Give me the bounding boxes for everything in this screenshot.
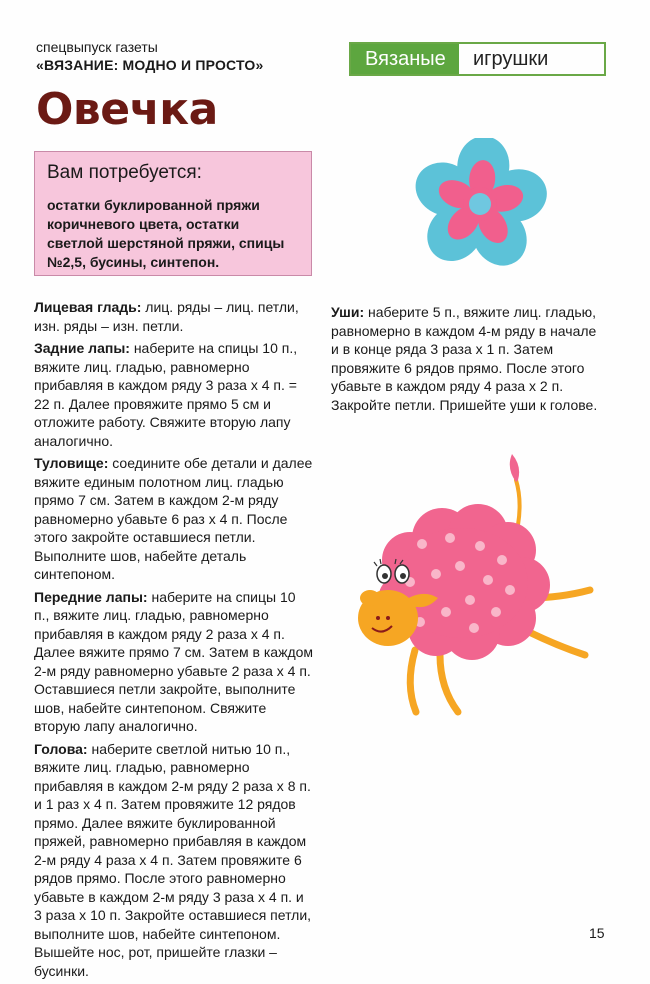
category-label: [349, 42, 606, 76]
section-front-legs: [34, 588, 314, 736]
section-body: [34, 454, 314, 584]
category-label-right: игрушки: [473, 47, 549, 70]
section-heading: Уши:: [331, 304, 365, 320]
page-number: 15: [589, 925, 605, 941]
page-title: Овечка: [36, 84, 218, 135]
section-text: наберите 5 п., вяжите лиц. гладью, равномерно в каждом 4-м ряду в начале и в конце ряда 3 раза х 1 п. Затем провяжите 6 рядов прямо. После этого убавьте в каждом ряду 4 раза х 2 п. Закройте петли. Пришейте уши к голове.: [331, 304, 598, 413]
section-heading: Передние лапы:: [34, 588, 148, 605]
section-front-stitch: [34, 298, 314, 335]
instructions-left-column: [34, 298, 314, 984]
section-heading: Туловище:: [34, 455, 109, 471]
section-heading: Голова:: [34, 740, 88, 757]
section-heading: Задние лапы:: [34, 340, 130, 356]
section-ears: [331, 303, 603, 414]
section-text: соедините обе детали и далее вяжите единым полотном лиц. гладью прямо 7 см. Затем в каждом 2-м ряду равномерно убавьте 6 раз х 4 п. После этого закройте оставшиеся петли. Выполните шов, набейте деталь синтепоном.: [34, 455, 313, 582]
category-label-left: Вязаные: [351, 44, 459, 74]
section-text: наберите на спицы 10 п., вяжите лиц. гладью, равномерно прибавляя в каждом ряду 2 раза х 4 п. Далее вяжите прямо 7 см. Затем в каждом 2-м ряду равномерно убавьте 2 раза х 4 п. Оставшиеся петли закройте, выполните шов, набейте синтепоном. Свяжите вторую лапу аналогично.: [34, 588, 314, 734]
section-head: [34, 740, 314, 981]
newspaper-source: [36, 38, 263, 74]
materials-text: остатки буклированной пряжи коричневого цвета, остатки светлой шерстяной пряжи, спицы №2,5, бусины, синтепон.: [47, 197, 285, 270]
section-text: лиц. ряды – лиц. петли, изн. ряды – изн. петли.: [34, 299, 299, 334]
source-line-1: спецвыпуск газеты: [36, 39, 158, 55]
materials-box: [34, 151, 312, 276]
source-line-2: «ВЯЗАНИЕ: МОДНО И ПРОСТО»: [36, 57, 264, 73]
section-text: наберите на спицы 10 п., вяжите лиц. гладью, равномерно прибавляя в каждом ряду 3 раза х 4 п. = 22 п. Далее провяжите прямо 5 см и отложите работу. Свяжите вторую лапу аналогично.: [34, 340, 298, 449]
section-heading: Лицевая гладь:: [34, 299, 142, 315]
section-text: наберите светлой нитью 10 п., вяжите лиц. гладью, равномерно прибавляя в каждом 2-м ряду 2 раза х 8 п. и 1 раз х 4 п. Затем провяжите 12 рядов прямо. Далее вяжите буклированной пряжей, равномерно прибавляя в каждом 2-м ряду 4 раза х 4 п. Затем провяжите 6 рядов прямо. После этого равномерно убавьте в каждом 2-м ряду 3 раза х 4 п. и 3 раза х 10 п. Закройте оставшиеся петли, выполните шов, набейте синтепоном. Вышейте нос, рот, пришейте глазки – бусинки.: [34, 740, 312, 979]
sheep-icon: [350, 450, 610, 725]
section-back-legs: [34, 339, 314, 450]
materials-title: Вам потребуется:: [47, 162, 202, 183]
flower-icon: [405, 138, 555, 268]
instructions-right-column: [331, 303, 603, 418]
